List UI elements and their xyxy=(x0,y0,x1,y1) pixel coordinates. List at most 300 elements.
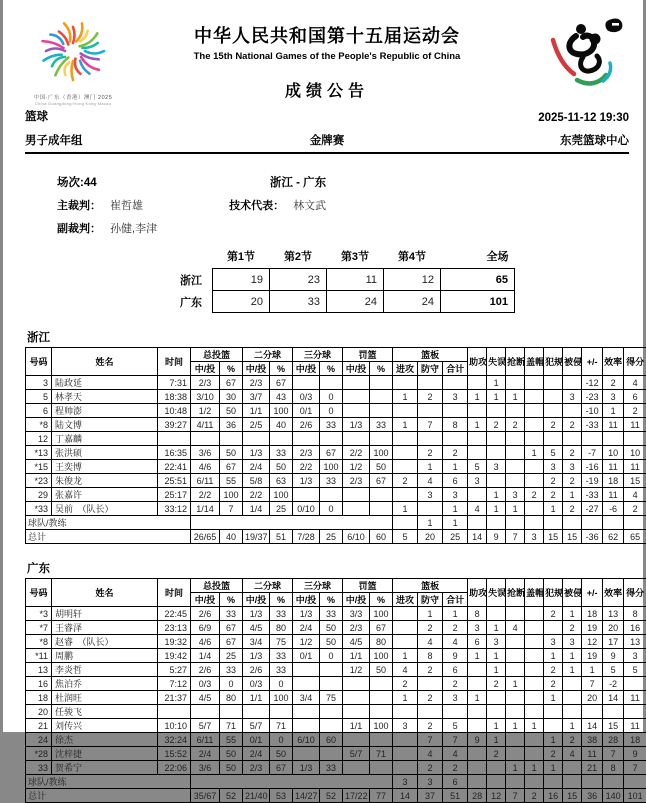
stat-cell xyxy=(487,404,506,418)
stat-cell: 3 xyxy=(443,691,468,705)
stat-cell xyxy=(563,761,582,775)
minutes-cell: 21:37 xyxy=(158,691,191,705)
stat-cell: -19 xyxy=(582,474,603,488)
stat-cell: 3 xyxy=(443,390,468,404)
total-stat-cell: 28 xyxy=(468,789,487,803)
stat-cell: 2/2 xyxy=(243,488,270,502)
player-row xyxy=(26,474,646,488)
stat-cell: 7 xyxy=(220,502,243,516)
stat-cell xyxy=(525,691,544,705)
stat-cell: 28 xyxy=(603,733,624,747)
stat-cell xyxy=(343,677,370,691)
stat-cell xyxy=(544,432,563,446)
minutes-cell: 22:06 xyxy=(158,761,191,775)
stat-cell: 2 xyxy=(443,761,468,775)
stats-header-cell: 盖帽 xyxy=(525,579,544,607)
stat-cell: 2 xyxy=(544,488,563,502)
stat-cell: 100 xyxy=(270,691,293,705)
stat-cell xyxy=(468,747,487,761)
stat-cell: 19 xyxy=(582,649,603,663)
stat-cell: 1 xyxy=(563,663,582,677)
stat-cell: 63 xyxy=(270,474,293,488)
stat-cell: 4/5 xyxy=(243,621,270,635)
stat-cell: 1/1 xyxy=(243,404,270,418)
stat-cell: 1 xyxy=(544,691,563,705)
player-row xyxy=(26,705,646,719)
stats-header-cell: 姓名 xyxy=(52,348,158,376)
stat-cell xyxy=(563,432,582,446)
player-name: 杜润旺 xyxy=(52,691,158,705)
stat-cell: 1/1 xyxy=(243,691,270,705)
stat-cell xyxy=(624,705,646,719)
stat-cell: 33 xyxy=(270,663,293,677)
stat-cell xyxy=(563,705,582,719)
stat-cell xyxy=(506,775,525,789)
stat-cell: 1 xyxy=(418,516,443,530)
stat-cell: 2 xyxy=(563,733,582,747)
stat-cell xyxy=(191,432,220,446)
referee-label: 主裁判： xyxy=(57,200,101,212)
total-stat-cell: 7/28 xyxy=(293,530,320,544)
stat-cell xyxy=(582,705,603,719)
stat-cell xyxy=(487,705,506,719)
stat-cell xyxy=(506,460,525,474)
stat-cell: 100 xyxy=(370,649,393,663)
stat-cell: 6 xyxy=(468,635,487,649)
stat-cell: 3 xyxy=(624,649,646,663)
stat-cell: 3/6 xyxy=(191,761,220,775)
stat-cell: 100 xyxy=(270,404,293,418)
stat-cell: 33 xyxy=(220,607,243,621)
quarter-score-cell: 20 xyxy=(213,291,270,313)
stat-cell: 21 xyxy=(582,761,603,775)
stat-cell: 67 xyxy=(220,460,243,474)
stat-cell xyxy=(468,404,487,418)
stat-cell: 2 xyxy=(418,761,443,775)
stat-cell xyxy=(506,432,525,446)
stat-cell: 1 xyxy=(468,691,487,705)
stat-cell: 33 xyxy=(270,446,293,460)
stat-cell: 5/7 xyxy=(243,719,270,733)
stat-cell xyxy=(563,691,582,705)
stat-cell xyxy=(418,432,443,446)
stats-header-cell: 篮板 xyxy=(393,348,468,362)
stat-cell: 50 xyxy=(320,635,343,649)
title-block xyxy=(121,12,533,101)
stat-cell xyxy=(487,516,506,530)
stat-cell: 0/3 xyxy=(191,677,220,691)
stat-cell: 1 xyxy=(468,418,487,432)
stat-cell: 1 xyxy=(393,691,418,705)
stat-cell: 1 xyxy=(563,488,582,502)
player-row xyxy=(26,418,646,432)
sport-date-row xyxy=(25,108,629,124)
stats-header-cell: 助攻 xyxy=(468,348,487,376)
quarter-score-cell: 24 xyxy=(384,291,441,313)
stat-cell: 1/3 xyxy=(293,474,320,488)
stat-cell xyxy=(393,607,418,621)
stat-cell xyxy=(320,705,343,719)
stat-cell: 3 xyxy=(393,775,418,789)
stats-header-cell: 抢断 xyxy=(506,579,525,607)
stats-table-header xyxy=(26,348,646,376)
referee-name: 崔哲雄 xyxy=(110,197,198,213)
stat-cell xyxy=(544,705,563,719)
player-row xyxy=(26,446,646,460)
stat-cell: 80 xyxy=(370,635,393,649)
player-name: 李炎哲 xyxy=(52,663,158,677)
player-row xyxy=(26,747,646,761)
stat-cell: 2 xyxy=(443,677,468,691)
player-name: 胡明轩 xyxy=(52,607,158,621)
stat-cell xyxy=(293,719,320,733)
stat-cell: 50 xyxy=(320,621,343,635)
stat-cell: 4/5 xyxy=(191,691,220,705)
stat-cell xyxy=(343,390,370,404)
stat-cell: 8 xyxy=(468,607,487,621)
player-number: *28 xyxy=(26,747,52,761)
phase-label: 金牌赛 xyxy=(25,132,629,148)
stat-cell: 6/11 xyxy=(191,733,220,747)
minutes-cell: 7:12 xyxy=(158,677,191,691)
quarter-score-cell: 33 xyxy=(270,291,327,313)
stat-cell: 2 xyxy=(525,488,544,502)
stat-cell xyxy=(525,607,544,621)
stat-cell xyxy=(343,376,370,390)
stat-cell: 2 xyxy=(544,418,563,432)
stat-cell: 60 xyxy=(320,733,343,747)
total-stat-cell: 26/65 xyxy=(191,530,220,544)
stat-cell: 8 xyxy=(624,607,646,621)
stat-cell: 33 xyxy=(320,474,343,488)
total-stat-cell: 12 xyxy=(487,789,506,803)
stat-cell: 2/3 xyxy=(343,621,370,635)
totals-row xyxy=(26,530,646,544)
quarter-header-cell: 第4节 xyxy=(384,246,441,269)
total-stat-cell: 21/40 xyxy=(243,789,270,803)
stat-cell xyxy=(393,488,418,502)
stat-cell: 67 xyxy=(220,635,243,649)
quarter-header-spacer xyxy=(157,246,213,269)
stat-cell: 2 xyxy=(418,390,443,404)
stat-cell xyxy=(468,432,487,446)
stat-cell xyxy=(293,488,320,502)
stat-cell: 15 xyxy=(624,474,646,488)
stat-cell xyxy=(370,677,393,691)
stat-cell: 13 xyxy=(624,635,646,649)
stat-cell xyxy=(487,446,506,460)
stat-cell: 50 xyxy=(270,747,293,761)
stat-cell xyxy=(603,516,624,530)
quarter-table xyxy=(157,246,515,313)
stats-header-cell: 罚篮 xyxy=(343,348,393,362)
stat-cell: 100 xyxy=(220,488,243,502)
minutes-cell: 16:35 xyxy=(158,446,191,460)
stat-cell xyxy=(506,649,525,663)
team-1-name: 浙江 xyxy=(27,329,629,345)
player-number: *15 xyxy=(26,460,52,474)
stat-cell: 7 xyxy=(603,747,624,761)
quarter-header-cell: 第1节 xyxy=(213,246,270,269)
stat-cell xyxy=(624,432,646,446)
minutes-cell: 19:42 xyxy=(158,649,191,663)
stats-subheader-cell: % xyxy=(320,593,343,607)
stat-cell: 2/3 xyxy=(243,761,270,775)
stat-cell: 1 xyxy=(443,607,468,621)
player-name: 林孝天 xyxy=(52,390,158,404)
stats-header-cell: 总投篮 xyxy=(191,579,243,593)
results-bulletin-page xyxy=(3,0,643,732)
stat-cell: 4 xyxy=(393,663,418,677)
stat-cell xyxy=(468,775,487,789)
stat-cell: 1 xyxy=(544,733,563,747)
total-stat-cell: 65 xyxy=(624,530,646,544)
stat-cell: 1 xyxy=(487,719,506,733)
total-stat-cell: 20 xyxy=(418,530,443,544)
stat-cell: 1 xyxy=(506,761,525,775)
stat-cell: 1 xyxy=(443,460,468,474)
stat-cell: 11 xyxy=(624,691,646,705)
stat-cell: 2 xyxy=(487,747,506,761)
stat-cell: 1 xyxy=(487,663,506,677)
stat-cell xyxy=(370,390,393,404)
stat-cell: 6 xyxy=(443,474,468,488)
quarter-score-cell: 24 xyxy=(327,291,384,313)
stat-cell: 3/6 xyxy=(191,446,220,460)
stat-cell xyxy=(418,502,443,516)
stat-cell xyxy=(370,432,393,446)
stat-cell: 2/5 xyxy=(243,418,270,432)
player-number: *33 xyxy=(26,502,52,516)
stat-cell: 67 xyxy=(220,621,243,635)
stat-cell: 3/4 xyxy=(243,635,270,649)
stat-cell xyxy=(525,502,544,516)
stat-cell xyxy=(393,404,418,418)
stat-cell xyxy=(418,705,443,719)
total-stat-cell: 25 xyxy=(320,530,343,544)
stat-cell xyxy=(320,663,343,677)
minutes-cell: 7:31 xyxy=(158,376,191,390)
player-name: 刘传兴 xyxy=(52,719,158,733)
quarter-table-head xyxy=(157,246,515,269)
stat-cell: 38 xyxy=(582,733,603,747)
stats-header-cell: 罚篮 xyxy=(343,579,393,593)
stat-cell: 2 xyxy=(544,607,563,621)
stat-cell xyxy=(393,733,418,747)
stat-cell: 1 xyxy=(487,488,506,502)
tech-rep-name: 林文武 xyxy=(293,200,326,212)
stat-cell: 11 xyxy=(624,418,646,432)
stat-cell: 6/11 xyxy=(191,474,220,488)
quarter-score-cell: 101 xyxy=(441,291,515,313)
stat-cell: 50 xyxy=(220,446,243,460)
stats-header-cell: 时间 xyxy=(158,579,191,607)
quarter-score-cell: 19 xyxy=(213,269,270,291)
total-stat-cell: 16 xyxy=(544,789,563,803)
stat-cell: 33 xyxy=(370,418,393,432)
stat-cell xyxy=(506,635,525,649)
stat-cell xyxy=(525,432,544,446)
stat-cell: 2/4 xyxy=(293,621,320,635)
stat-cell: 5 xyxy=(468,460,487,474)
total-stat-cell: 37 xyxy=(418,789,443,803)
stat-cell: 1 xyxy=(582,663,603,677)
stat-cell xyxy=(487,607,506,621)
group-phase-venue-row xyxy=(25,132,629,148)
stat-cell: 15 xyxy=(603,719,624,733)
stat-cell: 1 xyxy=(393,418,418,432)
total-stat-cell: 52 xyxy=(320,789,343,803)
stats-header-cell: 犯规 xyxy=(544,579,563,607)
stat-cell xyxy=(468,663,487,677)
stat-cell: 3 xyxy=(487,635,506,649)
stats-header-cell: 效率 xyxy=(603,348,624,376)
quarter-header-cell: 第2节 xyxy=(270,246,327,269)
total-stat-cell: 62 xyxy=(603,530,624,544)
stat-cell xyxy=(393,705,418,719)
stat-cell: 2 xyxy=(563,502,582,516)
stat-cell: 50 xyxy=(370,663,393,677)
player-number: 24 xyxy=(26,733,52,747)
stat-cell: 55 xyxy=(220,733,243,747)
stats-header-cell: 失误 xyxy=(487,579,506,607)
stat-cell: 2 xyxy=(544,747,563,761)
stat-cell xyxy=(525,677,544,691)
stat-cell: -2 xyxy=(603,677,624,691)
stat-cell: 1 xyxy=(506,719,525,733)
stat-cell: 1 xyxy=(487,649,506,663)
stat-cell: 2 xyxy=(418,446,443,460)
stat-cell: 3 xyxy=(418,488,443,502)
stats-header-cell: 犯规 xyxy=(544,348,563,376)
team-coach-row xyxy=(26,516,646,530)
stat-cell xyxy=(343,761,370,775)
stat-cell: 7 xyxy=(443,733,468,747)
stat-cell: 1 xyxy=(506,502,525,516)
total-stat-cell: 14/27 xyxy=(293,789,320,803)
stat-cell: 3 xyxy=(563,460,582,474)
minutes-cell xyxy=(158,432,191,446)
total-stat-cell: 51 xyxy=(270,530,293,544)
stat-cell xyxy=(393,747,418,761)
total-stat-cell: 15 xyxy=(563,530,582,544)
totals-row xyxy=(26,789,646,803)
stat-cell xyxy=(506,607,525,621)
player-number: *13 xyxy=(26,446,52,460)
stat-cell: 0 xyxy=(270,733,293,747)
asst-referee-label: 副裁判： xyxy=(57,223,101,235)
stat-cell: -16 xyxy=(582,460,603,474)
stat-cell: 4 xyxy=(443,635,468,649)
stat-cell: 2 xyxy=(563,418,582,432)
total-stat-cell: 14 xyxy=(393,789,418,803)
player-row xyxy=(26,460,646,474)
stat-cell xyxy=(343,733,370,747)
stat-cell: 71 xyxy=(220,719,243,733)
stat-cell: 5 xyxy=(544,446,563,460)
player-number: *8 xyxy=(26,635,52,649)
stat-cell xyxy=(370,488,393,502)
stat-cell: 1/3 xyxy=(343,418,370,432)
stat-cell: 4 xyxy=(624,488,646,502)
stat-cell: 13 xyxy=(603,607,624,621)
stat-cell: 1/2 xyxy=(191,404,220,418)
stat-cell: 1 xyxy=(525,446,544,460)
player-name: 陆政延 xyxy=(52,376,158,390)
stat-cell: 9 xyxy=(443,649,468,663)
stat-cell: 2 xyxy=(443,446,468,460)
stats-header-cell: +/- xyxy=(582,579,603,607)
stat-cell xyxy=(487,474,506,488)
stat-cell: 1 xyxy=(525,719,544,733)
player-number: *3 xyxy=(26,607,52,621)
games-emblem xyxy=(25,12,121,106)
stat-cell xyxy=(293,432,320,446)
stat-cell: 5 xyxy=(443,719,468,733)
stat-cell xyxy=(191,516,393,530)
total-stat-cell: 25 xyxy=(443,530,468,544)
stat-cell: 3 xyxy=(418,775,443,789)
quarter-team-name: 浙江 xyxy=(157,269,213,291)
stat-cell xyxy=(525,516,544,530)
team-2-stats-table xyxy=(25,578,646,803)
player-row xyxy=(26,404,646,418)
stat-cell: 1/1 xyxy=(343,719,370,733)
stat-cell xyxy=(343,691,370,705)
stat-cell: 14 xyxy=(582,719,603,733)
stat-cell xyxy=(506,404,525,418)
stat-cell: 5 xyxy=(624,663,646,677)
stat-cell xyxy=(506,376,525,390)
stat-cell: 5 xyxy=(603,663,624,677)
stats-subheader-cell: % xyxy=(320,362,343,376)
stat-cell xyxy=(525,460,544,474)
stat-cell xyxy=(320,376,343,390)
player-row xyxy=(26,677,646,691)
stat-cell: 7 xyxy=(624,761,646,775)
stat-cell: 2/3 xyxy=(191,376,220,390)
stat-cell: 10 xyxy=(603,446,624,460)
stat-cell xyxy=(320,488,343,502)
stat-cell: 67 xyxy=(320,446,343,460)
stats-header-cell: +/- xyxy=(582,348,603,376)
stat-cell: 71 xyxy=(370,747,393,761)
stats-header-cell: 篮板 xyxy=(393,579,468,593)
stat-cell xyxy=(563,404,582,418)
stat-cell: 11 xyxy=(603,460,624,474)
stat-cell: 0 xyxy=(320,502,343,516)
asst-referee-names: 孙健,李津 xyxy=(110,223,157,235)
stat-cell: 1 xyxy=(418,460,443,474)
stats-subheader-cell: 中/投 xyxy=(191,593,220,607)
stat-cell xyxy=(468,446,487,460)
stat-cell: 5/7 xyxy=(343,747,370,761)
stats-table-header xyxy=(26,579,646,607)
stat-cell: 11 xyxy=(582,747,603,761)
stats-header-cell: 姓名 xyxy=(52,579,158,607)
stat-cell xyxy=(468,376,487,390)
player-number: *7 xyxy=(26,621,52,635)
quarter-scores xyxy=(157,246,629,313)
stat-cell xyxy=(506,691,525,705)
stat-cell: 0/1 xyxy=(243,733,270,747)
stat-cell: 2/6 xyxy=(293,418,320,432)
minutes-cell: 22:41 xyxy=(158,460,191,474)
stat-cell: 0/3 xyxy=(243,677,270,691)
stat-cell: 4/6 xyxy=(191,635,220,649)
stat-cell: 0 xyxy=(270,677,293,691)
stat-cell xyxy=(506,733,525,747)
